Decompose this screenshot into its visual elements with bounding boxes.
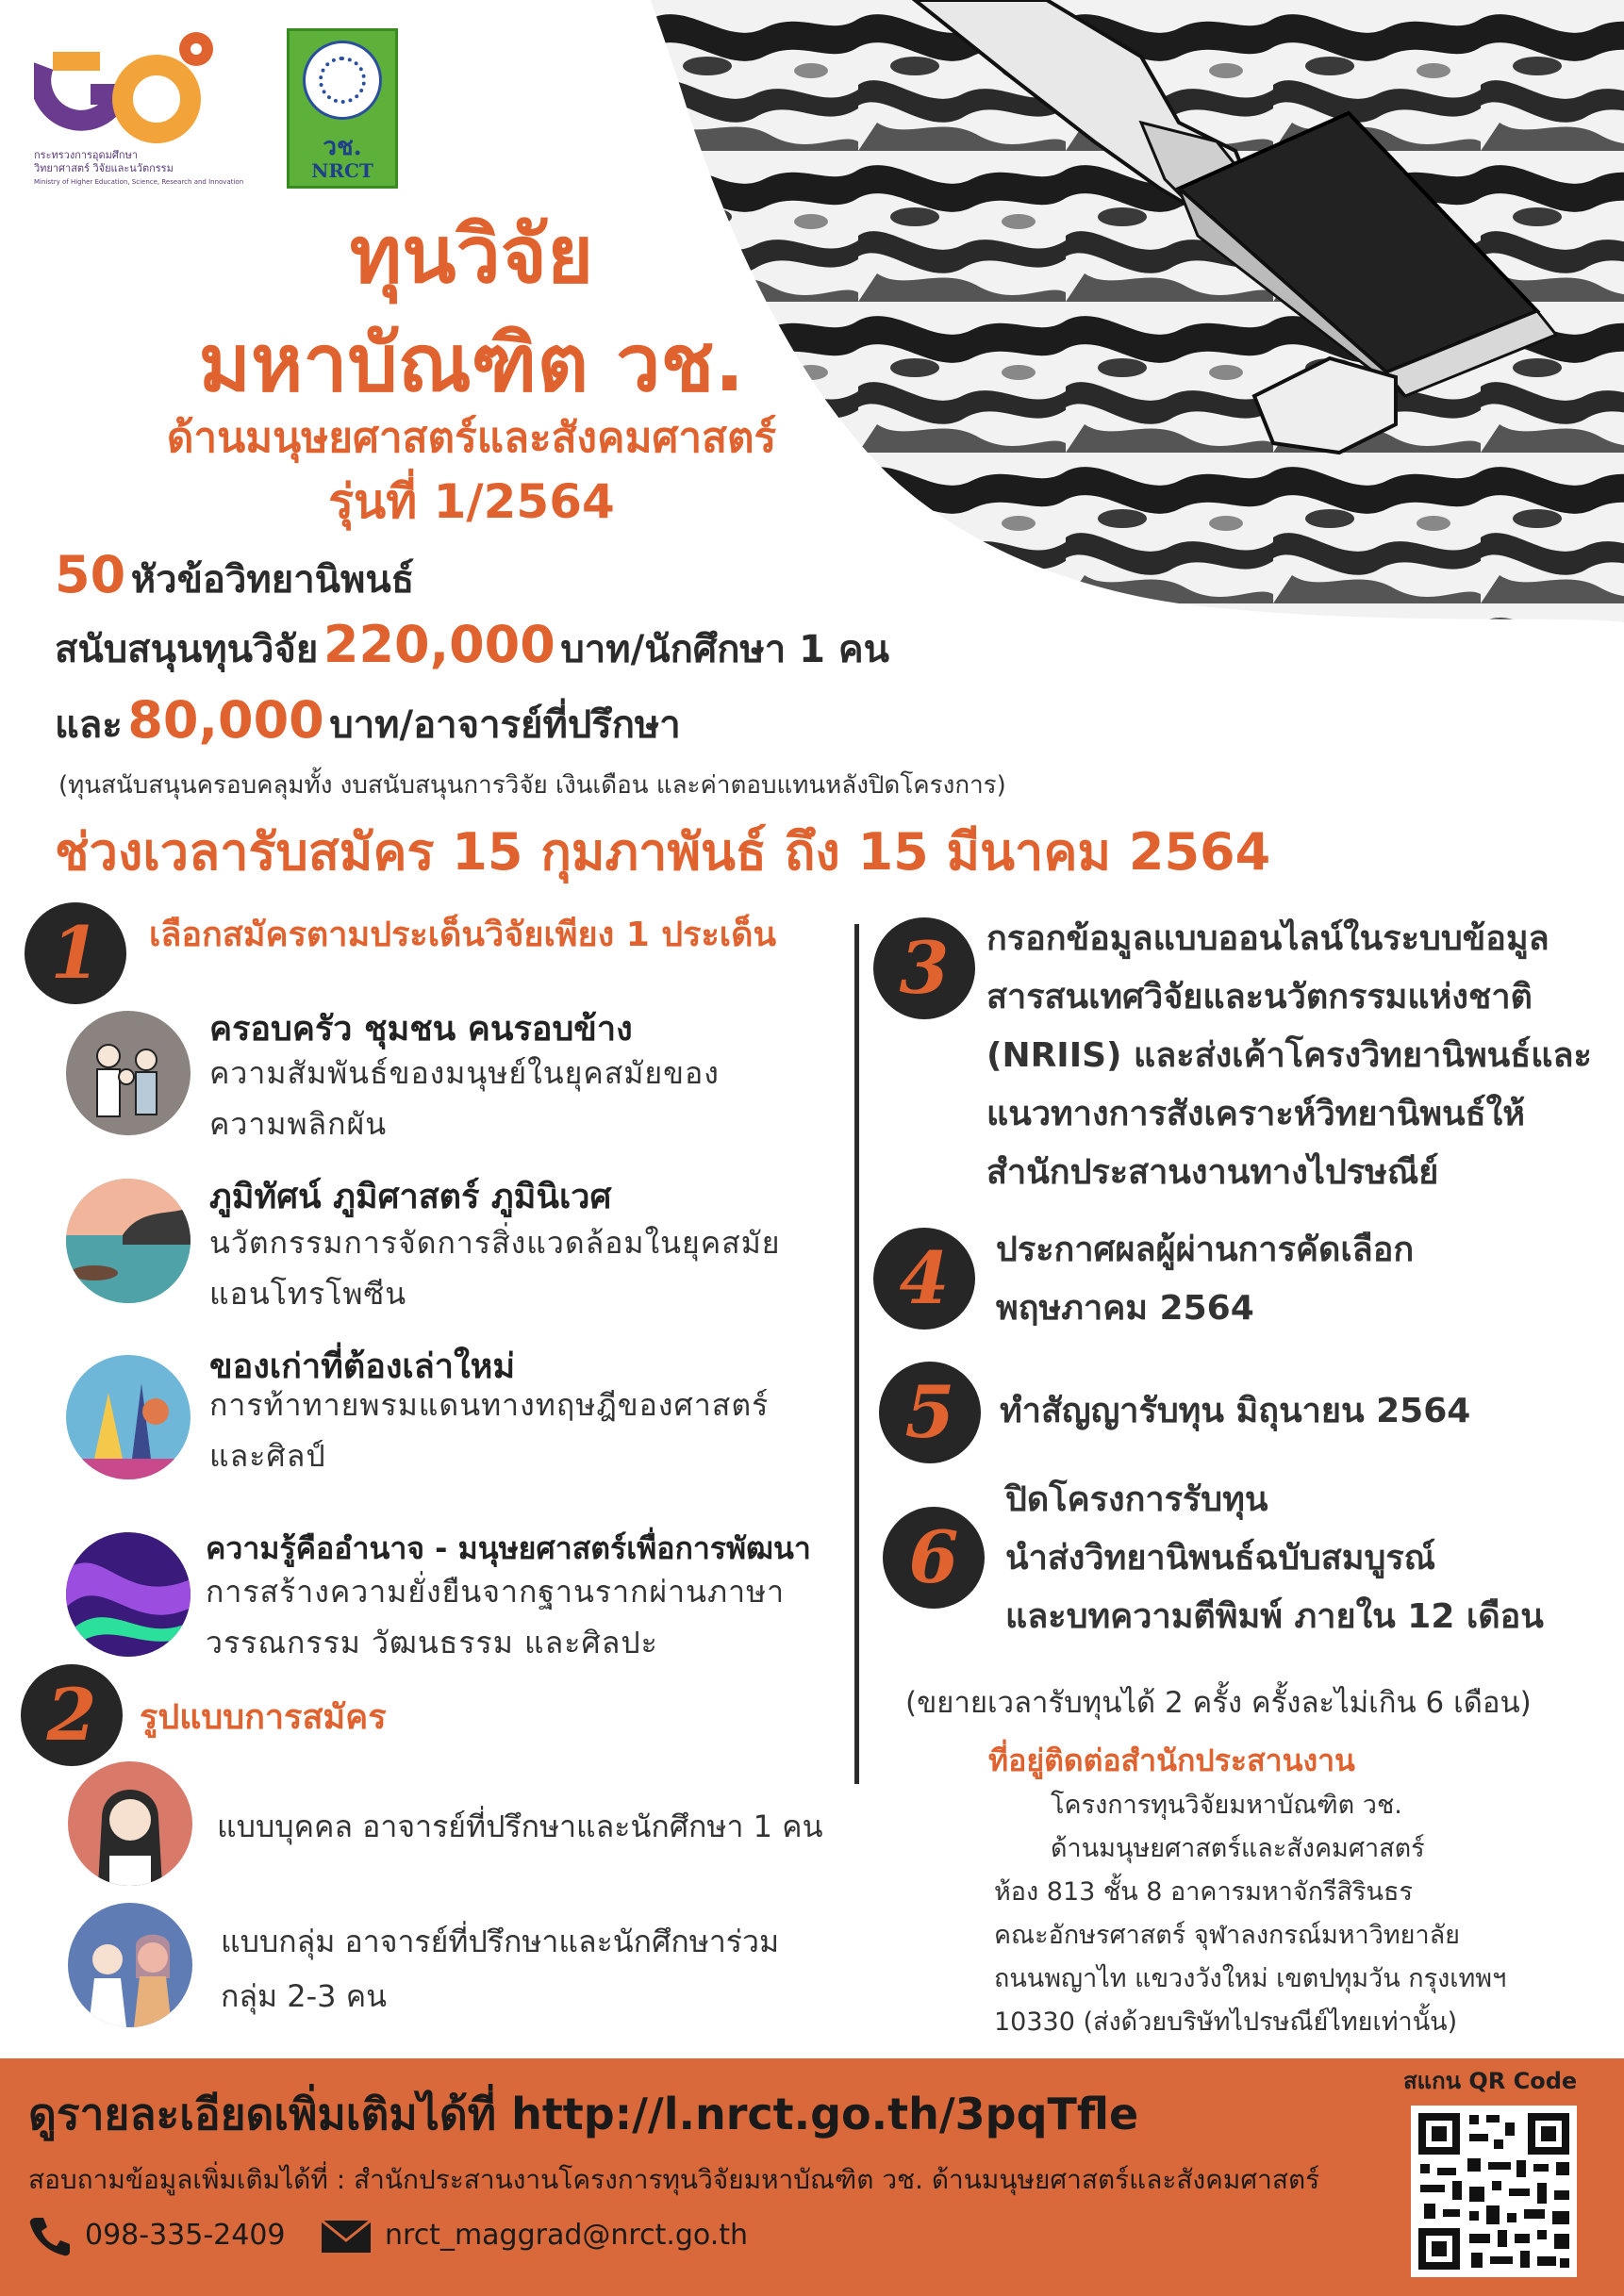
topic-heritage-image <box>66 1355 191 1479</box>
step-3-line2: สารสนเทศวิจัยและนวัตกรรมแห่งชาติ <box>986 978 1533 1016</box>
topic-3-desc-line1: การท้าทายพรมแดนทางทฤษฎีของศาสตร์ <box>209 1387 770 1423</box>
coverage-note: (ทุนสนับสนุนครอบคลุมทั้ง งบสนับสนุนการวิจัย เงินเดือน และค่าตอบแทนหลังปิดโครงการ) <box>58 771 1006 800</box>
address-line2: ด้านมนุษยศาสตร์และสังคมศาสตร์ <box>1051 1834 1425 1863</box>
step-6-line3: และบทความตีพิมพ์ ภายใน 12 เดือน <box>1005 1597 1544 1636</box>
mail-icon <box>321 2220 372 2254</box>
topic-3-desc-line2: และศิลป์ <box>209 1438 326 1474</box>
nrct-logo-th: วช. <box>323 133 362 161</box>
step-4-line1: ประกาศผลผู้ผ่านการคัดเลือก <box>996 1231 1415 1269</box>
qr-scan-label: สแกน QR Code <box>1403 2068 1578 2094</box>
ministry-name-en: Ministry of Higher Education, Science, Research and Innovation <box>34 178 244 186</box>
group-option-text-line2: กลุ่ม 2-3 คน <box>221 1978 387 2014</box>
step-3-badge: 3 <box>873 917 975 1019</box>
email-address[interactable]: nrct_maggrad@nrct.go.th <box>385 2219 749 2252</box>
topic-2-desc-line1: นวัตกรรมการจัดการสิ่งแวดล้อมในยุคสมัย <box>209 1225 781 1261</box>
inquiry-text: สอบถามข้อมูลเพิ่มเติมได้ที่ : สำนักประสานงานโครงการทุนวิจัยมหาบัณฑิต วช. ด้านมนุษยศาสตร์และสังคมศาสตร์ <box>28 2164 1320 2195</box>
step-2-heading: รูปแบบการสมัคร <box>140 1698 387 1737</box>
topic-1-desc-line1: ความสัมพันธ์ของมนุษย์ในยุคสมัยของ <box>209 1055 720 1091</box>
ministry-name-line1: กระทรวงการอุดมศึกษา <box>34 149 138 161</box>
student-suffix: บาท/นักศึกษา 1 คน <box>560 628 890 671</box>
step-6-text <box>1005 1471 1544 1646</box>
qr-code-icon[interactable] <box>1411 2106 1577 2277</box>
topic-2-desc-line2: แอนโทรโพซีน <box>209 1276 407 1312</box>
address-line6: 10330 (ส่งด้วยบริษัทไปรษณีย์ไทยเท่านั้น) <box>994 2007 1458 2037</box>
nrct-logo <box>287 28 398 189</box>
more-info-link[interactable]: ดูรายละเอียดเพิ่มเติมได้ที่ http://l.nrct.go.th/3pqTfle <box>28 2089 1139 2139</box>
topic-4-desc-line2: วรรณกรรม วัฒนธรรม และศิลปะ <box>206 1625 658 1660</box>
step-4-badge: 4 <box>873 1228 975 1330</box>
ministry-logo <box>34 28 244 189</box>
topic-1-title: ครอบครัว ชุมชน คนรอบข้าง <box>209 1010 633 1049</box>
step-2-badge: 2 <box>21 1664 123 1766</box>
student-funding-line <box>55 615 889 679</box>
step-3-line5: สำนักประสานงานทางไปรษณีย์ <box>986 1153 1439 1192</box>
group-option-text-line1: แบบกลุ่ม อาจารย์ที่ปรึกษาและนักศึกษาร่วม <box>221 1924 780 1959</box>
nrct-seal-icon <box>303 41 382 120</box>
topic-knowledge-image <box>66 1532 191 1657</box>
step-6-badge: 6 <box>883 1507 985 1609</box>
advisor-funding-line <box>55 690 681 754</box>
group-applicant-image <box>68 1903 192 2027</box>
advisor-suffix: บาท/อาจารย์ที่ปรึกษา <box>329 703 681 747</box>
individual-applicant-image <box>68 1761 192 1886</box>
advisor-amount: 80,000 <box>127 690 324 750</box>
topic-3-title: ของเก่าที่ต้องเล่าใหม่ <box>209 1347 516 1386</box>
phone-icon <box>28 2214 72 2257</box>
topic-family-image <box>66 1011 191 1135</box>
topics-label: หัวข้อวิทยานิพนธ์ <box>130 558 415 602</box>
individual-option-text: แบบบุคคล อาจารย์ที่ปรึกษาและนักศึกษา 1 คน <box>217 1809 823 1844</box>
page-title-line1: ทุนวิจัย <box>349 208 594 301</box>
round-label: รุ่นที่ 1/2564 <box>328 474 615 529</box>
page-subtitle: ด้านมนุษยศาสตร์และสังคมศาสตร์ <box>166 414 777 462</box>
page-title-line2: มหาบัณฑิต วช. <box>198 317 745 409</box>
address-line4: คณะอักษรศาสตร์ จุฬาลงกรณ์มหาวิทยาลัย <box>994 1921 1461 1950</box>
topic-4-desc-line1: การสร้างความยั่งยืนจากฐานรากผ่านภาษา <box>206 1574 786 1610</box>
step-4-text <box>996 1221 1414 1338</box>
and-label: และ <box>55 703 123 747</box>
step-4-line2: พฤษภาคม 2564 <box>996 1289 1254 1328</box>
address-line3: ห้อง 813 ชั้น 8 อาคารมหาจักรีสิรินธร <box>994 1877 1413 1907</box>
address-heading: ที่อยู่ติดต่อสำนักประสานงาน <box>988 1743 1355 1778</box>
topic-2-title: ภูมิทัศน์ ภูมิศาสตร์ ภูมินิเวศ <box>209 1178 612 1216</box>
support-prefix: สนับสนุนทุนวิจัย <box>55 628 319 671</box>
phone-number[interactable]: 098-335-2409 <box>85 2219 286 2252</box>
address-block <box>994 1784 1506 2044</box>
step-3-line1: กรอกข้อมูลแบบออนไลน์ในระบบข้อมูล <box>986 919 1549 958</box>
topic-landscape-image <box>66 1179 191 1303</box>
step-6-line1: ปิดโครงการรับทุน <box>1005 1480 1268 1519</box>
student-amount: 220,000 <box>323 615 555 674</box>
step-5-text: ทำสัญญารับทุน มิถุนายน 2564 <box>1000 1392 1471 1430</box>
topic-1-desc-line2: ความพลิกผัน <box>209 1106 388 1142</box>
step-3-text <box>986 910 1609 1202</box>
application-period: ช่วงเวลารับสมัคร 15 กุมภาพันธ์ ถึง 15 มีนาคม 2564 <box>55 822 1271 882</box>
step-3-line4: แนวทางการสังเคราะห์วิทยานิพนธ์ให้ <box>986 1095 1525 1133</box>
nrct-logo-en: NRCT <box>311 159 373 182</box>
column-divider <box>854 924 859 1784</box>
address-line5: ถนนพญาไท แขวงวังใหม่ เขตปทุมวัน กรุงเทพฯ <box>994 1964 1507 1993</box>
topics-count-line <box>55 545 414 609</box>
extension-note: (ขยายเวลารับทุนได้ 2 ครั้ง ครั้งละไม่เกิน 6 เดือน) <box>905 1686 1532 1720</box>
ministry-name-line2: วิทยาศาสตร์ วิจัยและนวัตกรรม <box>34 162 174 174</box>
topic-4-title: ความรู้คืออำนาจ - มนุษยศาสตร์เพื่อการพัฒนา <box>206 1530 811 1566</box>
step-1-heading: เลือกสมัครตามประเด็นวิจัยเพียง 1 ประเด็น <box>149 916 777 954</box>
address-line1: โครงการทุนวิจัยมหาบัณฑิต วช. <box>1051 1791 1402 1820</box>
step-6-line2: นำส่งวิทยานิพนธ์ฉบับสมบูรณ์ <box>1005 1539 1436 1577</box>
topics-count: 50 <box>55 545 126 604</box>
step-3-line3: (NRIIS) และส่งเค้าโครงวิทยานิพนธ์และ <box>986 1036 1592 1075</box>
step-1-badge: 1 <box>25 902 126 1004</box>
step-5-badge: 5 <box>879 1362 981 1463</box>
